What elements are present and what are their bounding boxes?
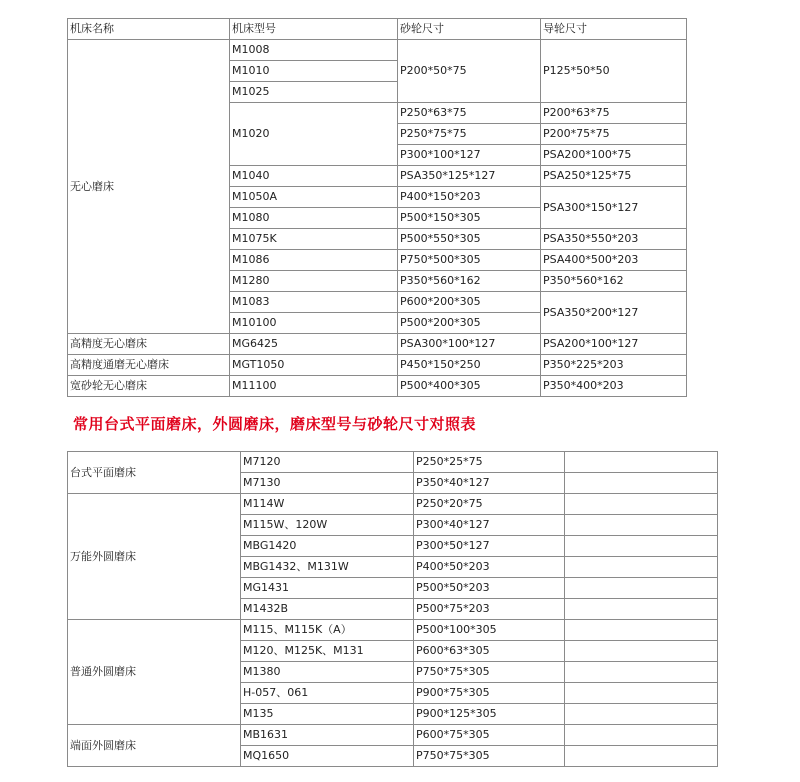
wheel-size-cell: P200*50*75 [398, 40, 541, 103]
table-row [68, 620, 718, 641]
machine-name-cell: 无心磨床 [68, 40, 230, 334]
wheel-size-cell: PSA350*125*127 [398, 166, 541, 187]
wheel-size-cell: P400*50*203 [414, 557, 565, 578]
guide-wheel-cell: PSA200*100*75 [541, 145, 687, 166]
table-row [68, 452, 718, 473]
wheel-size-cell: P750*75*305 [414, 746, 565, 767]
machine-name-cell: 高精度通磨无心磨床 [68, 355, 230, 376]
model-cell: M115、M115K（A） [241, 620, 414, 641]
table-row [68, 376, 687, 397]
wheel-size-cell: P500*550*305 [398, 229, 541, 250]
wheel-size-cell: P600*200*305 [398, 292, 541, 313]
machine-name-cell: 台式平面磨床 [68, 452, 241, 494]
wheel-size-cell: P900*125*305 [414, 704, 565, 725]
guide-wheel-cell: PSA250*125*75 [541, 166, 687, 187]
model-cell: M115W、120W [241, 515, 414, 536]
model-cell: MG1431 [241, 578, 414, 599]
wheel-size-cell: P500*50*203 [414, 578, 565, 599]
wheel-size-cell: P900*75*305 [414, 683, 565, 704]
machine-name-cell: 端面外圆磨床 [68, 725, 241, 767]
guide-wheel-cell: P200*75*75 [541, 124, 687, 145]
empty-cell [565, 452, 718, 473]
model-cell: M1080 [230, 208, 398, 229]
empty-cell [565, 536, 718, 557]
guide-wheel-cell: PSA400*500*203 [541, 250, 687, 271]
table-row [68, 355, 687, 376]
model-cell: M1025 [230, 82, 398, 103]
model-cell: M1020 [230, 103, 398, 166]
guide-wheel-cell: P125*50*50 [541, 40, 687, 103]
model-cell: H-057、061 [241, 683, 414, 704]
model-cell: M1280 [230, 271, 398, 292]
model-cell: M11100 [230, 376, 398, 397]
machine-name-cell: 普通外圆磨床 [68, 620, 241, 725]
empty-cell [565, 557, 718, 578]
model-cell: M7120 [241, 452, 414, 473]
model-cell: M7130 [241, 473, 414, 494]
wheel-size-cell: P400*150*203 [398, 187, 541, 208]
guide-wheel-cell: PSA350*200*127 [541, 292, 687, 334]
wheel-size-cell: P450*150*250 [398, 355, 541, 376]
empty-cell [565, 599, 718, 620]
model-cell: M114W [241, 494, 414, 515]
model-cell: M135 [241, 704, 414, 725]
wheel-size-cell: P500*150*305 [398, 208, 541, 229]
wheel-size-cell: P500*75*203 [414, 599, 565, 620]
header-cell: 机床型号 [230, 19, 398, 40]
guide-wheel-cell: P350*400*203 [541, 376, 687, 397]
guide-wheel-cell: PSA300*150*127 [541, 187, 687, 229]
model-cell: M120、M125K、M131 [241, 641, 414, 662]
wheel-size-cell: P750*500*305 [398, 250, 541, 271]
model-cell: M1380 [241, 662, 414, 683]
model-cell: MBG1432、M131W [241, 557, 414, 578]
empty-cell [565, 662, 718, 683]
wheel-size-cell: P300*50*127 [414, 536, 565, 557]
wheel-size-cell: P350*560*162 [398, 271, 541, 292]
model-cell: MB1631 [241, 725, 414, 746]
table-row [68, 40, 687, 61]
wheel-size-cell: P500*200*305 [398, 313, 541, 334]
model-cell: M1086 [230, 250, 398, 271]
wheel-size-cell: P750*75*305 [414, 662, 565, 683]
model-cell: M1008 [230, 40, 398, 61]
table-header-row [68, 19, 687, 40]
empty-cell [565, 620, 718, 641]
header-cell: 机床名称 [68, 19, 230, 40]
header-cell: 砂轮尺寸 [398, 19, 541, 40]
wheel-size-cell: P300*100*127 [398, 145, 541, 166]
table-row [68, 494, 718, 515]
table-row [68, 725, 718, 746]
empty-cell [565, 641, 718, 662]
empty-cell [565, 578, 718, 599]
empty-cell [565, 683, 718, 704]
machine-name-cell: 高精度无心磨床 [68, 334, 230, 355]
wheel-size-cell: P250*25*75 [414, 452, 565, 473]
model-cell: MQ1650 [241, 746, 414, 767]
wheel-size-cell: P350*40*127 [414, 473, 565, 494]
model-cell: MBG1420 [241, 536, 414, 557]
grinder-table-surface-cylindrical [67, 451, 718, 767]
empty-cell [565, 746, 718, 767]
wheel-size-cell: P600*63*305 [414, 641, 565, 662]
empty-cell [565, 515, 718, 536]
wheel-size-cell: P600*75*305 [414, 725, 565, 746]
model-cell: M1432B [241, 599, 414, 620]
model-cell: M10100 [230, 313, 398, 334]
wheel-size-cell: P250*63*75 [398, 103, 541, 124]
guide-wheel-cell: PSA200*100*127 [541, 334, 687, 355]
guide-wheel-cell: P350*225*203 [541, 355, 687, 376]
wheel-size-cell: P500*100*305 [414, 620, 565, 641]
machine-name-cell: 万能外圆磨床 [68, 494, 241, 620]
wheel-size-cell: P300*40*127 [414, 515, 565, 536]
model-cell: M1010 [230, 61, 398, 82]
machine-name-cell: 宽砂轮无心磨床 [68, 376, 230, 397]
model-cell: M1075K [230, 229, 398, 250]
empty-cell [565, 725, 718, 746]
model-cell: M1050A [230, 187, 398, 208]
guide-wheel-cell: P350*560*162 [541, 271, 687, 292]
wheel-size-cell: P250*75*75 [398, 124, 541, 145]
wheel-size-cell: P250*20*75 [414, 494, 565, 515]
model-cell: MG6425 [230, 334, 398, 355]
header-cell: 导轮尺寸 [541, 19, 687, 40]
model-cell: M1083 [230, 292, 398, 313]
guide-wheel-cell: PSA350*550*203 [541, 229, 687, 250]
model-cell: M1040 [230, 166, 398, 187]
grinder-table-centerless [67, 18, 687, 397]
model-cell: MGT1050 [230, 355, 398, 376]
empty-cell [565, 704, 718, 725]
wheel-size-cell: P500*400*305 [398, 376, 541, 397]
wheel-size-cell: PSA300*100*127 [398, 334, 541, 355]
table-row [68, 334, 687, 355]
empty-cell [565, 494, 718, 515]
empty-cell [565, 473, 718, 494]
section-heading: 常用台式平面磨床，外圆磨床，磨床型号与砂轮尺寸对照表 [73, 415, 477, 433]
guide-wheel-cell: P200*63*75 [541, 103, 687, 124]
